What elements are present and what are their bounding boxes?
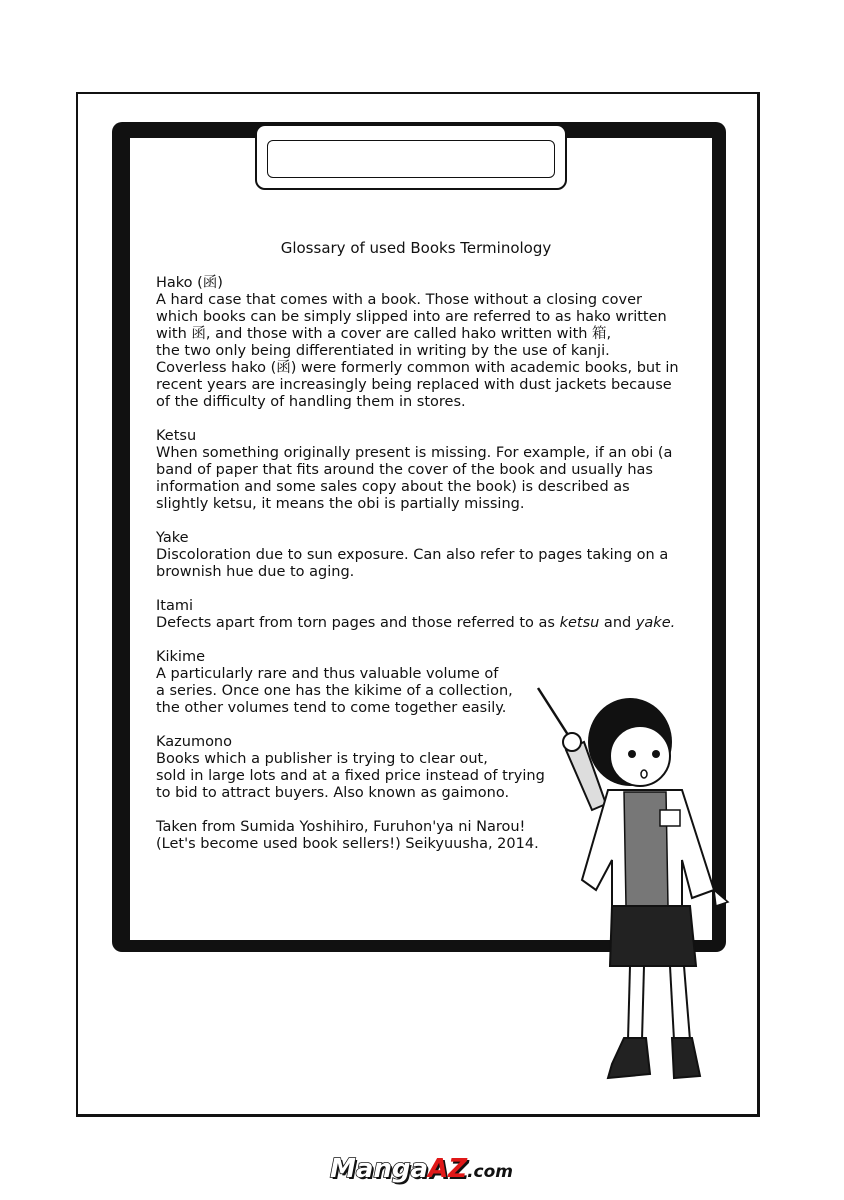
entry-line: sold in large lots and at a fixed price instead of trying	[156, 768, 545, 784]
entry-term: Yake	[156, 530, 189, 546]
citation-line: Taken from Sumida Yoshihiro, Furuhon'ya ni Narou!	[156, 819, 526, 835]
entry-hako	[156, 275, 679, 411]
entry-line: which books can be simply slipped into are referred to as hako written	[156, 309, 667, 325]
entry-term: Ketsu	[156, 428, 197, 444]
logo-az-text: AZ	[428, 1154, 468, 1184]
entry-line: brownish hue due to aging.	[156, 564, 355, 580]
entry-line: to bid to attract buyers. Also known as gaimono.	[156, 785, 510, 801]
itami-em-yake: yake.	[635, 615, 676, 631]
entry-line: information and some sales copy about the book) is described as	[156, 479, 630, 495]
entry-ketsu	[156, 428, 676, 513]
entry-line	[156, 615, 676, 632]
entry-line: band of paper that fits around the cover of the book and usually has	[156, 462, 653, 478]
entry-term: Kikime	[156, 649, 206, 665]
itami-text: Defects apart from torn pages and those referred to as	[156, 615, 560, 631]
entry-line: When something originally present is missing. For example, if an obi (a	[156, 445, 673, 461]
entry-line: a series. Once one has the kikime of a collection,	[156, 683, 513, 699]
entry-line: recent years are increasingly being replaced with dust jackets because	[156, 377, 672, 393]
entry-line: Discoloration due to sun exposure. Can also refer to pages taking on a	[156, 547, 669, 563]
itami-and: and	[599, 615, 636, 631]
entry-line: with 函, and those with a cover are called hako written with 箱,	[156, 326, 612, 342]
entry-yake	[156, 530, 676, 581]
logo-com-text: .com	[467, 1162, 514, 1182]
entry-itami	[156, 598, 676, 632]
entry-term: Hako (函)	[156, 275, 223, 291]
itami-em-ketsu: ketsu	[559, 615, 600, 631]
entry-line: A particularly rare and thus valuable volume of	[156, 666, 499, 682]
logo-manga-text: Manga	[330, 1154, 429, 1184]
citation-line: (Let's become used book sellers!) Seikyuusha, 2014.	[156, 836, 539, 852]
glossary-title: Glossary of used Books Terminology	[280, 239, 552, 257]
entry-line: A hard case that comes with a book. Those without a closing cover	[156, 292, 642, 308]
clipboard-clip	[255, 124, 567, 190]
entry-line: Coverless hako (函) were formerly common with academic books, but in	[156, 360, 679, 376]
entry-line: slightly ketsu, it means the obi is partially missing.	[156, 496, 525, 512]
entry-term: Kazumono	[156, 734, 232, 750]
site-watermark-logo	[330, 1152, 516, 1186]
entry-line: the two only being differentiated in writing by the use of kanji.	[156, 343, 610, 359]
girl-illustration	[532, 680, 732, 1100]
entry-line: the other volumes tend to come together easily.	[156, 700, 507, 716]
entry-line: Books which a publisher is trying to clear out,	[156, 751, 488, 767]
entry-line: of the difficulty of handling them in stores.	[156, 394, 466, 410]
entry-term: Itami	[156, 598, 194, 614]
